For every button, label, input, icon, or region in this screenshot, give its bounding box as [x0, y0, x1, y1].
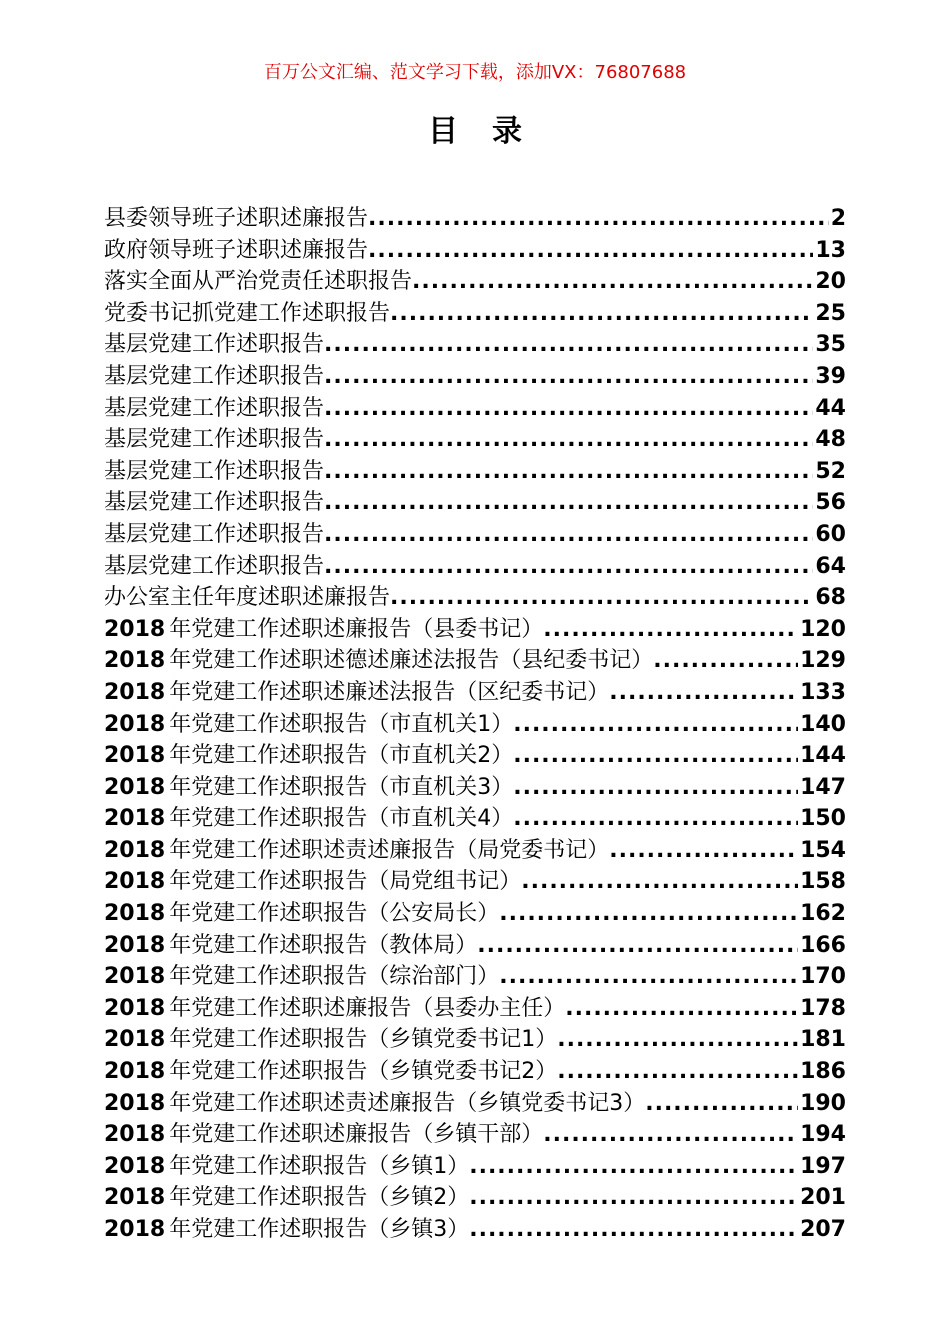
toc-entry-title [104, 645, 653, 677]
toc-entry-title [104, 1024, 557, 1056]
toc-entry-title [104, 203, 368, 235]
toc-entry-text: 基层党建工作述职报告 [104, 332, 325, 358]
toc-dot-leader [469, 1214, 798, 1246]
toc-page-number: 60 [815, 521, 846, 547]
toc-entry-text: 年党建工作述职述责述廉报告（局党委书记） [169, 837, 610, 863]
toc-entry-title [104, 456, 324, 488]
toc-entry-title [104, 487, 324, 519]
toc-dot-leader [513, 772, 798, 804]
toc-entry-text: 年党建工作述职报告（市直机关3） [169, 774, 514, 800]
toc-entry-title [104, 898, 499, 930]
toc-dot-leader [324, 519, 813, 551]
toc-entry[interactable] [104, 1056, 846, 1088]
toc-page-number: 120 [800, 616, 846, 642]
toc-entry-text: 年党建工作述职报告（局党组书记） [169, 869, 522, 895]
toc-dot-leader [513, 803, 798, 835]
toc-entry[interactable] [104, 235, 846, 267]
toc-page-number: 129 [800, 648, 846, 674]
toc-dot-leader [469, 1151, 798, 1183]
table-of-contents [104, 203, 846, 1246]
toc-entry-title [104, 1214, 469, 1246]
toc-entry-year: 2018 [104, 964, 166, 990]
toc-page-number: 158 [800, 869, 846, 895]
toc-page-number: 35 [815, 332, 846, 358]
toc-page-number: 39 [815, 363, 846, 389]
toc-entry-text: 党委书记抓党建工作述职报告 [104, 300, 391, 326]
toc-entry[interactable] [104, 772, 846, 804]
toc-dot-leader [324, 456, 813, 488]
toc-entry-text: 基层党建工作述职报告 [104, 490, 325, 516]
toc-dot-leader [324, 361, 813, 393]
toc-entry[interactable] [104, 709, 846, 741]
toc-page-number: 56 [815, 490, 846, 516]
toc-entry[interactable] [104, 393, 846, 425]
toc-dot-leader [645, 1088, 798, 1120]
toc-page-number: 178 [800, 995, 846, 1021]
toc-entry-year: 2018 [104, 1090, 166, 1116]
toc-entry-year: 2018 [104, 1185, 166, 1211]
toc-entry[interactable] [104, 961, 846, 993]
toc-entry-title [104, 519, 324, 551]
toc-entry-title [104, 1056, 557, 1088]
toc-entry-text: 年党建工作述职报告（乡镇党委书记1） [169, 1027, 558, 1053]
toc-entry-title [104, 677, 609, 709]
toc-dot-leader [543, 1119, 798, 1151]
toc-entry-title [104, 993, 565, 1025]
toc-entry-year: 2018 [104, 932, 166, 958]
toc-entry-title [104, 1151, 469, 1183]
toc-entry-year: 2018 [104, 837, 166, 863]
toc-entry-year: 2018 [104, 711, 166, 737]
toc-entry-text: 基层党建工作述职报告 [104, 521, 325, 547]
toc-entry-title [104, 329, 324, 361]
toc-page-number: 2 [830, 206, 846, 231]
toc-entry-title [104, 266, 412, 298]
toc-entry[interactable] [104, 456, 846, 488]
toc-entry[interactable] [104, 803, 846, 835]
toc-entry[interactable] [104, 1214, 846, 1246]
toc-entry-text: 年党建工作述职报告（乡镇3） [169, 1217, 470, 1242]
toc-entry-year: 2018 [104, 1217, 166, 1242]
toc-entry-year: 2018 [104, 869, 166, 895]
toc-entry-title [104, 1182, 469, 1214]
toc-page-number: 64 [815, 553, 846, 579]
toc-dot-leader [565, 993, 798, 1025]
toc-entry-title [104, 930, 477, 962]
toc-entry[interactable] [104, 993, 846, 1025]
toc-entry[interactable] [104, 930, 846, 962]
toc-dot-leader [557, 1024, 798, 1056]
toc-entry-text: 年党建工作述职述廉报告（县委书记） [169, 616, 544, 642]
toc-dot-leader [477, 930, 798, 962]
toc-entry-text: 年党建工作述职报告（乡镇党委书记2） [169, 1059, 558, 1085]
toc-dot-leader [324, 329, 813, 361]
toc-entry-year: 2018 [104, 679, 166, 705]
toc-entry-text: 年党建工作述职报告（综治部门） [169, 964, 500, 990]
toc-entry-title [104, 235, 368, 267]
toc-entry[interactable] [104, 582, 846, 614]
toc-entry-title [104, 582, 390, 614]
toc-entry-year: 2018 [104, 1059, 166, 1085]
toc-entry-text: 年党建工作述职报告（市直机关4） [169, 806, 514, 832]
toc-entry-text: 年党建工作述职报告（乡镇2） [169, 1185, 470, 1211]
toc-page-number: 150 [800, 806, 846, 832]
toc-entry[interactable] [104, 1151, 846, 1183]
toc-dot-leader [469, 1182, 798, 1214]
toc-entry-title [104, 1088, 645, 1120]
toc-entry-text: 办公室主任年度述职述廉报告 [104, 585, 391, 611]
toc-page-number: 181 [800, 1027, 846, 1053]
toc-entry-year: 2018 [104, 806, 166, 832]
toc-entry[interactable] [104, 551, 846, 583]
toc-dot-leader [412, 266, 813, 298]
toc-entry[interactable] [104, 266, 846, 298]
toc-entry-title [104, 1119, 543, 1151]
toc-entry-year: 2018 [104, 1027, 166, 1053]
toc-entry-title [104, 361, 324, 393]
toc-entry[interactable] [104, 1024, 846, 1056]
toc-page-number: 13 [815, 237, 846, 263]
toc-page-number: 48 [815, 427, 846, 453]
toc-page-number: 162 [800, 901, 846, 927]
toc-entry-text: 基层党建工作述职报告 [104, 395, 325, 421]
toc-dot-leader [499, 961, 798, 993]
toc-dot-leader [521, 866, 798, 898]
toc-entry-year: 2018 [104, 995, 166, 1021]
toc-page-number: 190 [800, 1090, 846, 1116]
toc-page-number: 154 [800, 837, 846, 863]
toc-entry-year: 2018 [104, 901, 166, 927]
toc-entry-year: 2018 [104, 648, 166, 674]
toc-page-number: 25 [815, 300, 846, 326]
toc-dot-leader [513, 740, 798, 772]
toc-entry[interactable] [104, 835, 846, 867]
toc-page-number: 194 [800, 1122, 846, 1148]
page-title: 目录 [428, 114, 556, 149]
toc-entry[interactable] [104, 1088, 846, 1120]
toc-entry-title [104, 740, 513, 772]
toc-entry-text: 基层党建工作述职报告 [104, 363, 325, 389]
toc-dot-leader [557, 1056, 798, 1088]
toc-entry-title [104, 393, 324, 425]
toc-entry-text: 年党建工作述职报告（市直机关2） [169, 743, 514, 769]
toc-dot-leader [513, 709, 798, 741]
toc-entry-title [104, 803, 513, 835]
toc-dot-leader [390, 298, 813, 330]
toc-page-number: 147 [800, 774, 846, 800]
toc-entry-text: 年党建工作述职报告（市直机关1） [169, 711, 514, 737]
toc-entry[interactable] [104, 424, 846, 456]
toc-entry-year: 2018 [104, 1153, 166, 1179]
toc-page-number: 44 [815, 395, 846, 421]
toc-entry-text: 落实全面从严治党责任述职报告 [104, 269, 413, 295]
toc-page-number: 20 [815, 269, 846, 295]
toc-dot-leader [324, 487, 813, 519]
toc-entry[interactable] [104, 1119, 846, 1151]
toc-dot-leader [324, 551, 813, 583]
toc-entry-title [104, 866, 521, 898]
toc-entry[interactable] [104, 298, 846, 330]
toc-entry[interactable] [104, 1182, 846, 1214]
toc-entry-year: 2018 [104, 774, 166, 800]
toc-dot-leader [368, 235, 813, 267]
toc-entry-title [104, 772, 513, 804]
toc-page-number: 144 [800, 743, 846, 769]
toc-entry-text: 年党建工作述职报告（乡镇1） [169, 1153, 470, 1179]
toc-entry-text: 年党建工作述职报告（教体局） [169, 932, 478, 958]
toc-entry[interactable] [104, 866, 846, 898]
toc-dot-leader [609, 835, 798, 867]
toc-page-number: 186 [800, 1059, 846, 1085]
toc-entry[interactable] [104, 519, 846, 551]
toc-entry-text: 政府领导班子述职述廉报告 [104, 237, 369, 263]
toc-page-number: 166 [800, 932, 846, 958]
toc-entry-title [104, 709, 513, 741]
toc-dot-leader [324, 393, 813, 425]
toc-entry-text: 县委领导班子述职述廉报告 [104, 206, 369, 231]
toc-entry-text: 年党建工作述职述廉述法报告（区纪委书记） [169, 679, 610, 705]
toc-entry[interactable] [104, 614, 846, 646]
toc-entry-year: 2018 [104, 616, 166, 642]
toc-entry-year: 2018 [104, 743, 166, 769]
toc-page-number: 201 [800, 1185, 846, 1211]
toc-entry[interactable] [104, 361, 846, 393]
toc-entry[interactable] [104, 677, 846, 709]
toc-page-number: 52 [815, 458, 846, 484]
header-note: 百万公文汇编、范文学习下载，添加VX：76807688 [263, 62, 687, 83]
toc-page-number: 197 [800, 1153, 846, 1179]
toc-dot-leader [368, 203, 829, 235]
toc-entry-text: 基层党建工作述职报告 [104, 458, 325, 484]
toc-dot-leader [609, 677, 798, 709]
toc-entry[interactable] [104, 487, 846, 519]
toc-page-number: 170 [800, 964, 846, 990]
toc-entry-text: 年党建工作述职述廉报告（乡镇干部） [169, 1122, 544, 1148]
toc-entry-year: 2018 [104, 1122, 166, 1148]
toc-entry[interactable] [104, 645, 846, 677]
toc-entry-text: 年党建工作述职述德述廉述法报告（县纪委书记） [169, 648, 654, 674]
toc-entry-text: 基层党建工作述职报告 [104, 427, 325, 453]
toc-entry-text: 年党建工作述职述责述廉报告（乡镇党委书记3） [169, 1090, 646, 1116]
toc-dot-leader [543, 614, 798, 646]
toc-entry-title [104, 961, 499, 993]
toc-entry-title [104, 424, 324, 456]
toc-entry[interactable] [104, 898, 846, 930]
toc-entry-title [104, 551, 324, 583]
toc-page-number: 140 [800, 711, 846, 737]
toc-entry[interactable] [104, 740, 846, 772]
toc-dot-leader [390, 582, 813, 614]
toc-entry-text: 年党建工作述职报告（公安局长） [169, 901, 500, 927]
toc-dot-leader [324, 424, 813, 456]
toc-entry-text: 基层党建工作述职报告 [104, 553, 325, 579]
toc-page-number: 133 [800, 679, 846, 705]
toc-page-number: 207 [800, 1217, 846, 1242]
toc-entry[interactable] [104, 203, 846, 235]
toc-entry-title [104, 614, 543, 646]
toc-dot-leader [499, 898, 798, 930]
toc-entry-title [104, 298, 390, 330]
toc-entry-text: 年党建工作述职述廉报告（县委办主任） [169, 995, 566, 1021]
toc-entry-title [104, 835, 609, 867]
toc-page-number: 68 [815, 585, 846, 611]
toc-dot-leader [653, 645, 798, 677]
toc-entry[interactable] [104, 329, 846, 361]
